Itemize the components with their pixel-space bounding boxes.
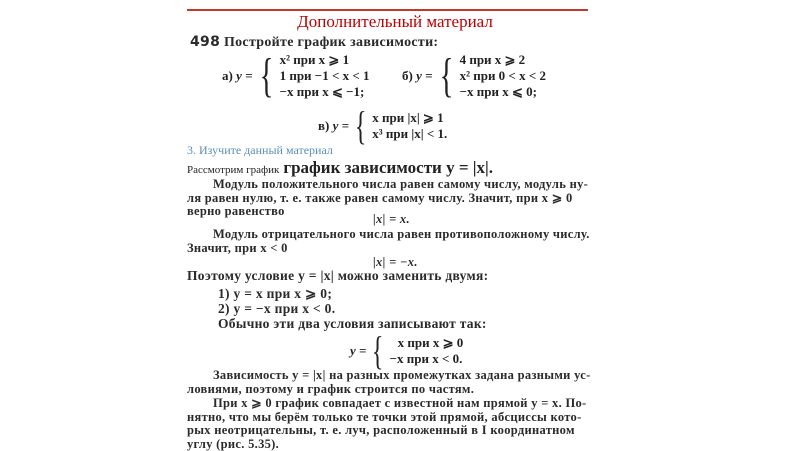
formula-1: |x| = x.	[373, 212, 410, 227]
intro-small: Рассмотрим график	[187, 164, 279, 176]
paragraph-6	[187, 397, 587, 451]
paragraph-5	[187, 369, 591, 396]
paragraph-3: Поэтому условие y = |x| можно заменить двумя:	[187, 268, 488, 284]
line: верно равенство	[187, 205, 588, 219]
condition-2: 2) y = −x при x < 0.	[218, 301, 335, 317]
case: 4 при x ⩾ 2	[460, 52, 546, 68]
brace: {	[372, 331, 384, 371]
case: 1 при −1 < x < 1	[280, 68, 370, 84]
case: x² при 0 < x < 2	[460, 68, 546, 84]
header-rule	[187, 9, 588, 11]
system-b	[402, 52, 546, 100]
case: x при |x| ⩾ 1	[372, 110, 447, 126]
case: −x при x < 0.	[390, 351, 464, 367]
system-label: а)	[222, 68, 233, 84]
system-lhs: y =	[416, 68, 432, 84]
intro	[187, 158, 493, 178]
line: При x ⩾ 0 график совпадает с известной нам прямой y = x. По-	[187, 397, 587, 411]
problem-number: 498	[190, 34, 220, 50]
case: −x при x ⩽ −1;	[280, 84, 370, 100]
case: x² при x ⩾ 1	[280, 52, 370, 68]
line: Зависимость y = |x| на разных промежутках задана разными ус-	[187, 369, 591, 383]
line: нятно, что мы берём только те точки этой прямой, абсциссы кото-	[187, 411, 587, 425]
system-c	[318, 106, 447, 146]
problem-heading	[190, 34, 438, 51]
brace: {	[355, 106, 367, 146]
line: Значит, при x < 0	[187, 242, 590, 256]
line: углу (рис. 5.35).	[187, 438, 587, 451]
system-label: в)	[318, 118, 329, 134]
line: Модуль отрицательного числа равен противоположному числу.	[187, 228, 590, 242]
brace: {	[439, 52, 453, 100]
system-abs	[350, 331, 463, 371]
system-label: б)	[402, 68, 413, 84]
problem-text: Постройте график зависимости:	[224, 35, 438, 50]
paragraph-4: Обычно эти два условия записывают так:	[218, 316, 487, 332]
case: −x при x ⩽ 0;	[460, 84, 546, 100]
system-lhs: y =	[333, 118, 349, 134]
case: x при x ⩾ 0	[390, 335, 464, 351]
paragraph-2	[187, 228, 590, 255]
page-title: Дополнительный материал	[0, 12, 790, 32]
system-lhs: y =	[236, 68, 252, 84]
section-heading: 3. Изучите данный материал	[187, 143, 333, 158]
line: рых неотрицательны, т. е. луч, расположенный в I координатном	[187, 424, 587, 438]
condition-1: 1) y = x при x ⩾ 0;	[218, 286, 332, 302]
brace: {	[259, 52, 273, 100]
formula-2: |x| = −x.	[373, 255, 418, 270]
system-a	[222, 52, 370, 100]
line: ля равен нулю, т. е. также равен самому числу. Значит, при x ⩾ 0	[187, 192, 588, 206]
line: ловиями, поэтому и график строится по частям.	[187, 383, 591, 397]
system-lhs: y =	[350, 343, 366, 359]
line: Модуль положительного числа равен самому числу, модуль ну-	[187, 178, 588, 192]
intro-heading: график зависимости y = |x|.	[283, 158, 493, 177]
case: x³ при |x| < 1.	[372, 126, 447, 142]
